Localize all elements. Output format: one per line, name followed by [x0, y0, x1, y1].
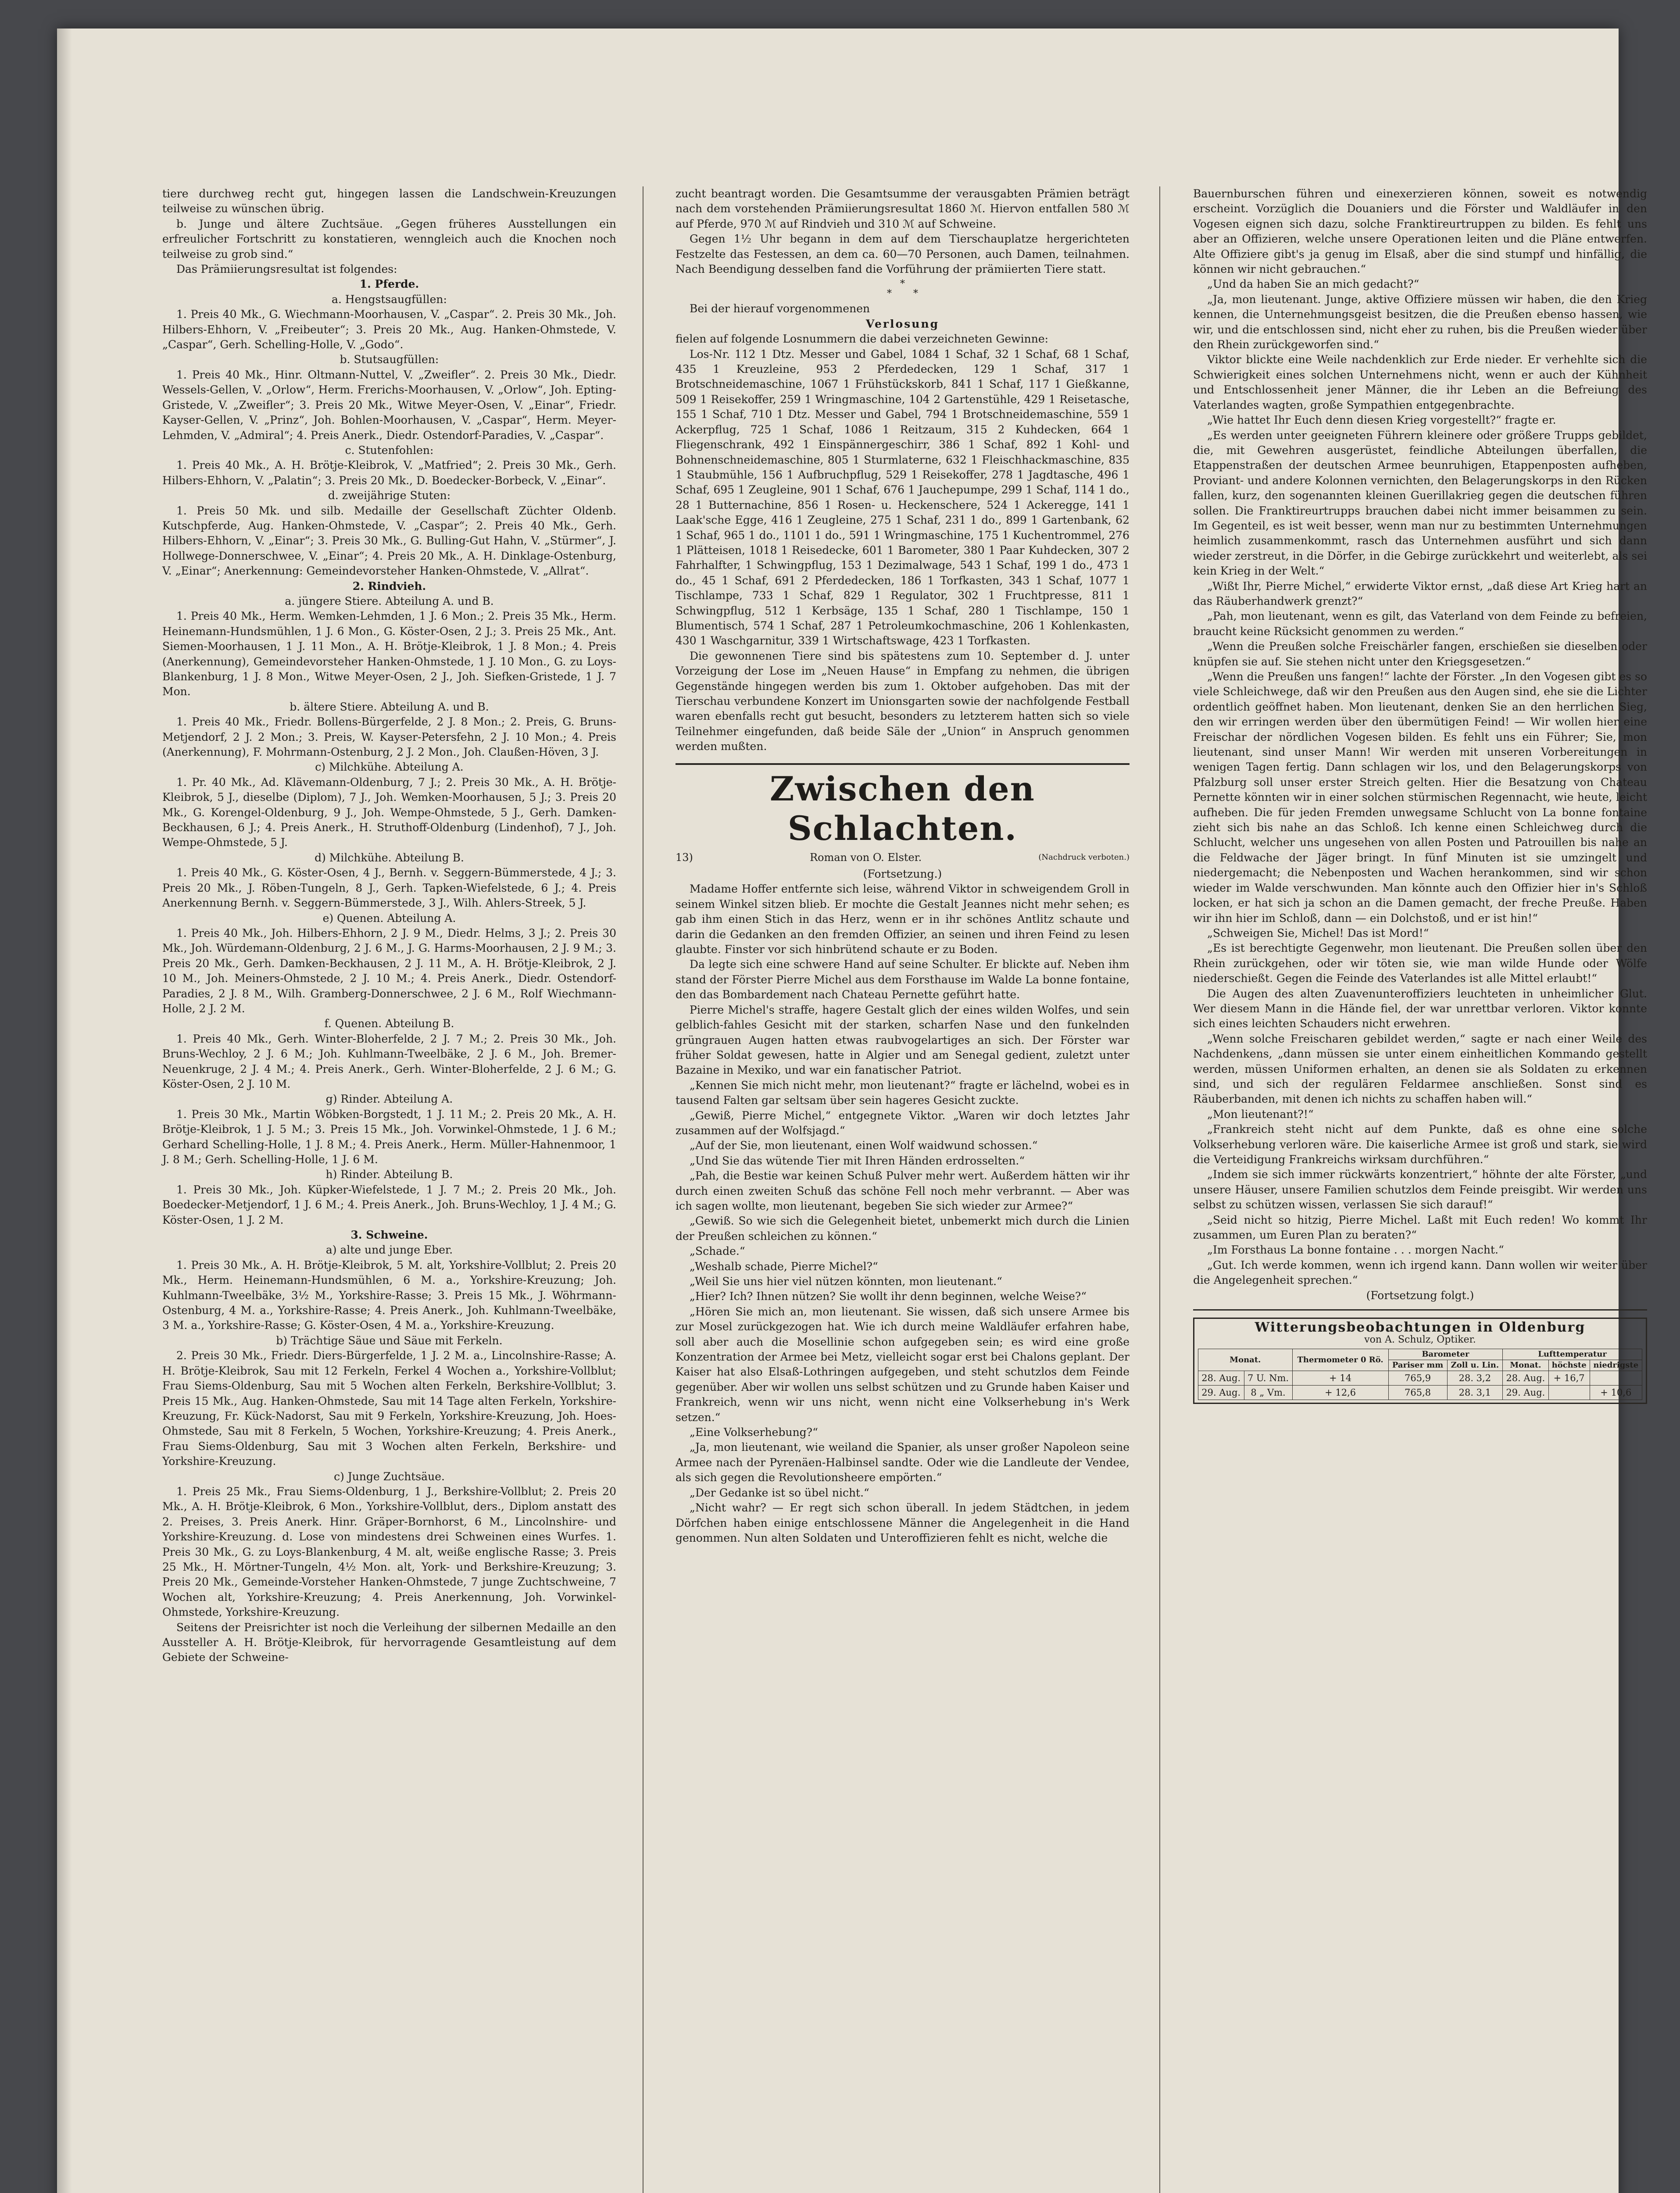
paragraph: „Gut. Ich werde kommen, wenn ich irgend kann. Dann wollen wir weiter über die Angelegenheit sprechen.“: [1193, 1258, 1647, 1287]
paragraph: „Der Gedanke ist so übel nicht.“: [690, 1486, 869, 1499]
header-monat: Monat.: [1198, 1349, 1293, 1371]
cell-zoll: 28. 3,2: [1447, 1371, 1503, 1386]
paragraph: „Wie hattet Ihr Euch denn diesen Krieg vorgestellt?“ fragte er.: [1207, 414, 1556, 427]
paragraph: 1. Preis 30 Mk., A. H. Brötje-Kleibrok, 5 M. alt, Yorkshire-Vollblut; 2. Preis 20 Mk., Herm. Heinemann-Hundsmühlen, 6 M. a., Yorkshire-Kreuzung; Joh. Kuhlmann-Tweelbäke, 3½ M., Yorkshire-Rasse; 3. Preis 15 Mk., J. Wöhrmann-Ostenburg, 4 M. a., Yorkshire-Rasse; 4. Preis Anerk., Joh. Kuhlmann-Tweelbäke, 3 M. a., Yorkshire-Rasse; G. Köster-Osen, 4 M. a., Yorkshire-Kreuzung.: [162, 1258, 616, 1332]
paragraph: „Kennen Sie mich nicht mehr, mon lieutenant?“ fragte er lächelnd, wobei es in tausend Falten gar seltsam über sein hageres Gesicht zuckte.: [676, 1079, 1130, 1107]
paragraph: zucht beantragt worden. Die Gesamtsumme der verausgabten Prämien beträgt nach dem vorstehenden Prämiierungsresultat 1860 ℳ. Hiervon entfallen 580 ℳ auf Pferde, 970 ℳ auf Rindvieh und 310 ℳ auf Schweine.: [676, 187, 1130, 230]
subheading: d) Milchkühe. Abteilung B.: [315, 851, 464, 864]
subheading: c) Junge Zuchtsäue.: [334, 1470, 445, 1483]
paragraph: 1. Preis 40 Mk., G. Köster-Osen, 4 J., Bernh. v. Seggern-Bümmerstede, 4 J.; 3. Preis 20 Mk., J. Röben-Tungeln, 8 J., Gerh. Tapken-Wiefelstede, 6 J.; 4. Preis Anerkennung Bernh. v. Seggern-Bümmerstede, 3 J., Wilh. Ahlers-Streek, 5 J.: [162, 866, 616, 910]
cell-thermo: + 14: [1292, 1371, 1388, 1386]
paragraph: „Auf der Sie, mon lieutenant, einen Wolf waidwund schossen.“: [690, 1139, 1038, 1152]
header-zoll: Zoll u. Lin.: [1447, 1360, 1503, 1371]
paragraph: 1. Preis 40 Mk., Joh. Hilbers-Ehhorn, 2 J. 9 M., Diedr. Helms, 3 J.; 2. Preis 30 Mk., Joh. Würdemann-Oldenburg, 2 J. 6 M., J. G. Harms-Moorhausen, 2 J. 9 M.; 3. Preis 20 Mk., Gerh. Damken-Beckhausen, 2 J. 11 M., A. H. Brötje-Kleibrok, 2 J. 10 M., Joh. Meiners-Ohmstede, 2 J. 10 M.; 4. Preis Anerk., Diedr. Ostendorf-Paradies, 2 J. 8 M., Wilh. Gramberg-Donnerschwee, 2 J. 6 M., Rolf Wiechmann-Holle, 2 J. 2 M.: [162, 926, 616, 1015]
paragraph: „Pah, die Bestie war keinen Schuß Pulver mehr wert. Außerdem hätten wir ihr durch einen zweiten Schuß das schöne Fell noch mehr verbrannt. — Aber was ich sagen wollte, mon lieutenant, begeben Sie sich wieder zur Armee?“: [676, 1169, 1130, 1212]
weather-table: [1198, 1349, 1642, 1400]
subheading: a. Hengstsaugfüllen:: [332, 293, 447, 306]
cell-date: 28. Aug.: [1198, 1371, 1244, 1386]
cell-date2: 29. Aug.: [1503, 1386, 1549, 1400]
paragraph: „Hören Sie mich an, mon lieutenant. Sie wissen, daß sich unsere Armee bis zur Mosel zurückgezogen hat. Wie ich durch meine Waldläufer erfahren habe, soll aber auch die Mosellinie schon aufgegeben sein; es wird eine große Konzentration der Armee bei Metz, vielleicht sogar erst bei Chalons geplant. Der Kaiser hat also Elsaß-Lothringen aufgegeben, und steht schutzlos dem Feinde gegenüber. Aber wir wollen uns selbst schützen und zu Grunde haben Kaiser und Frankreich, wenn wir uns nicht, wenn nicht eine Volkserhebung in's Werk setzen.“: [676, 1305, 1130, 1424]
paragraph: „Frankreich steht nicht auf dem Punkte, daß es ohne eine solche Volkserhebung verloren wäre. Die kaiserliche Armee ist groß und stark, sie wird die Verteidigung Frankreichs wirksam durchführen.“: [1193, 1123, 1647, 1166]
subheading: b. Stutsaugfüllen:: [340, 353, 439, 366]
paragraph: „Nicht wahr? — Er regt sich schon überall. In jedem Städtchen, in jedem Dörfchen haben einige entschlossene Männer die Angelegenheit in die Hand genommen. Nun alten Soldaten und Unteroffizieren fehlt es nicht, welche die: [676, 1501, 1130, 1544]
section-heading: 3. Schweine.: [350, 1229, 428, 1242]
column-3: [1193, 186, 1647, 2193]
cell-time: 8 „ Vm.: [1244, 1386, 1292, 1400]
header-mm: Pariser mm: [1388, 1360, 1447, 1371]
cell-mm: 765,8: [1388, 1386, 1447, 1400]
reprint-note: (Nachdruck verboten.): [1038, 852, 1130, 862]
header-hoechste: höchste: [1548, 1360, 1590, 1371]
table-row: [1198, 1386, 1642, 1400]
paragraph: 1. Pr. 40 Mk., Ad. Klävemann-Oldenburg, 7 J.; 2. Preis 30 Mk., A. H. Brötje-Kleibrok, 5 J., dieselbe (Diplom), 7 J., Joh. Wemken-Moorhausen, 5 J.; 3. Preis 20 Mk., G. Korengel-Oldenburg, 9 J., Joh. Wempe-Ohmstede, 5 J., Gerh. Damken-Beckhausen, 6 J.; 4. Preis Anerk., H. Struthoff-Oldenburg (Lindenhof), 7 J., Joh. Wempe-Ohmstede, 5 J.: [162, 775, 616, 849]
paragraph: „Schweigen Sie, Michel! Das ist Mord!“: [1207, 926, 1429, 939]
paragraph: b. Junge und ältere Zuchtsäue. „Gegen früheres Ausstellungen ein erfreulicher Fortschritt zu konstatieren, wenngleich auch die Knochen noch teilweise zu grob sind.“: [162, 217, 616, 261]
divider: [1193, 1309, 1647, 1311]
header-luft-monat: Monat.: [1503, 1360, 1549, 1371]
newspaper-page: [57, 29, 1647, 2193]
paragraph: „Mon lieutenant?!“: [1207, 1107, 1314, 1121]
cell-thermo: + 12,6: [1292, 1386, 1388, 1400]
paragraph: „Ja, mon lieutenant, wie weiland die Spanier, als unser großer Napoleon seine Armee nach der Pyrenäen-Halbinsel sandte. Oder wie die Landleute der Vendee, als sich gegen die Revolutionsheere empörten.“: [676, 1441, 1130, 1484]
cell-low: [1590, 1371, 1642, 1386]
cell-high: + 16,7: [1548, 1371, 1590, 1386]
paragraph: „Pah, mon lieutenant, wenn es gilt, das Vaterland von dem Feinde zu befreien, braucht keine Rücksicht genommen zu werden.“: [1193, 610, 1647, 638]
paragraph: „Seid nicht so hitzig, Pierre Michel. Laßt mit Euch reden! Wo kommt Ihr zusammen, um Euren Plan zu beraten?“: [1193, 1213, 1647, 1242]
paragraph: „Schade.“: [690, 1245, 745, 1258]
paragraph: „Gewiß. So wie sich die Gelegenheit bietet, unbemerkt mich durch die Linien der Preußen schleichen zu können.“: [676, 1214, 1130, 1243]
paragraph: 1. Preis 40 Mk., Hinr. Oltmann-Nuttel, V. „Zweifler“. 2. Preis 30 Mk., Diedr. Wessels-Gellen, V. „Orlow“, Herm. Frerichs-Moorhausen, V. „Orlow“, Joh. Epting-Gristede, V. „Zweifler“; 3. Preis 20 Mk., Witwe Meyer-Osen, V. „Einar“, Friedr. Kayser-Gellen, V. „Prinz“, Joh. Bohlen-Moorhausen, V. „Caspar“, Herm. Meyer-Lehmden, V. „Admiral“; 4. Preis Anerk., Diedr. Ostendorf-Paradies, V. „Caspar“.: [162, 368, 616, 442]
subheading: b) Trächtige Säue und Säue mit Ferkeln.: [276, 1334, 503, 1347]
paragraph: „Eine Volkserhebung?“: [690, 1426, 818, 1439]
section-heading: 2. Rindvieh.: [352, 579, 426, 593]
separator-stars: * * *: [887, 279, 918, 300]
weather-subtitle: von A. Schulz, Optiker.: [1364, 1334, 1476, 1346]
cell-date: 29. Aug.: [1198, 1386, 1244, 1400]
cell-zoll: 28. 3,1: [1447, 1386, 1503, 1400]
cell-time: 7 U. Nm.: [1244, 1371, 1292, 1386]
cell-mm: 765,9: [1388, 1371, 1447, 1386]
subheading: g) Rinder. Abteilung A.: [325, 1093, 453, 1106]
paragraph: „Und Sie das wütende Tier mit Ihren Händen erdrosselten.“: [690, 1154, 1025, 1167]
paragraph: „Und da haben Sie an mich gedacht?“: [1207, 278, 1419, 291]
paragraph: fielen auf folgende Losnummern die dabei verzeichneten Gewinne:: [676, 332, 1049, 346]
paragraph: Bei der hierauf vorgenommenen: [690, 302, 870, 315]
paragraph: Da legte sich eine schwere Hand auf seine Schulter. Er blickte auf. Neben ihm stand der Förster Pierre Michel aus dem Forsthause im Walde La bonne fontaine, den das Bombardement nach Chateau Pernette geführt hatte.: [676, 958, 1130, 1001]
subheading: c) Milchkühe. Abteilung A.: [315, 761, 464, 774]
continuation-note: (Fortsetzung.): [863, 868, 942, 881]
paragraph: „Weil Sie uns hier viel nützen könnten, mon lieutenant.“: [690, 1275, 1002, 1288]
subheading: c. Stutenfohlen:: [345, 443, 434, 457]
subheading: b. ältere Stiere. Abteilung A. und B.: [290, 700, 489, 713]
cell-low: + 10,6: [1590, 1386, 1642, 1400]
paragraph: 2. Preis 30 Mk., Friedr. Diers-Bürgerfelde, 1 J. 2 M. a., Lincolnshire-Rasse; A. H. Brötje-Kleibrok, Sau mit 12 Ferkeln, Ferkel 4 Wochen a., Yorkshire-Vollblut; Frau Siems-Oldenburg, Sau mit 5 Wochen alten Ferkeln, Berkshire-Vollblut; 3. Preis 15 Mk., Aug. Hanken-Ohmstede, Sau mit 14 Tage alten Ferkeln, Yorkshire-Kreuzung, Fr. Kück-Nadorst, Sau mit 9 Ferkeln, Yorkshire-Kreuzung, Joh. Hoes-Ohmstede, Sau mit 8 Ferkeln, 5 Wochen, Yorkshire-Kreuzung; 4. Preis Anerk., Frau Siems-Oldenburg, Sau mit 3 Wochen alten Ferkeln, Berkshire- und Yorkshire-Kreuzung.: [162, 1349, 616, 1468]
installment-number: 13): [676, 851, 693, 864]
paragraph: „Gewiß, Pierre Michel,“ entgegnete Viktor. „Waren wir doch letztes Jahr zusammen auf der Wolfsjagd.“: [676, 1109, 1130, 1137]
paragraph: Gegen 1½ Uhr begann in dem auf dem Tierschauplatze hergerichteten Festzelte das Festessen, an dem ca. 60—70 Personen, auch Damen, teilnahmen. Nach Beendigung desselben fand die Vorführung der prämiierten Tiere statt.: [676, 232, 1130, 276]
paragraph: „Hier? Ich? Ihnen nützen? Sie wollt ihr denn beginnen, welche Weise?“: [690, 1290, 1087, 1303]
header-barometer: Barometer: [1388, 1349, 1503, 1360]
paragraph: „Es ist berechtigte Gegenwehr, mon lieutenant. Die Preußen sollen über den Rhein zurückgehen, oder wir töten sie, wie man wilde Hunde oder Wölfe niederschießt. Gegen die Feinde des Vaterlandes ist alle Mittel erlaubt!“: [1193, 942, 1647, 985]
table-header-row: [1198, 1349, 1642, 1360]
column-rule: [1159, 186, 1160, 2193]
header-thermometer: Thermometer 0 Rö.: [1292, 1349, 1388, 1371]
cell-date2: 28. Aug.: [1503, 1371, 1549, 1386]
paragraph: „Es werden unter geeigneten Führern kleinere oder größere Trupps gebildet, die, mit Gewehren ausgerüstet, feindliche Abteilungen überfallen, die Etappenstraßen der deutschen Armee beunruhigen, Etappenposten aufheben, Proviant- und andere Kolonnen vernichten, den Belagerungskorps in den Rücken fallen, kurz, den sogenannten kleinen Guerillakrieg gegen die deutschen führen sollen. Die Franktireurtrupps brauchen dabei nicht immer beisammen zu sein. Im Gegenteil, es ist weit besser, wenn man nur zu bestimmten Unternehmungen heimlich zusammenkommt, rasch das Unternehmen ausführt und sich dann wieder zerstreut, in die Dörfer, in die Gebirge zurückkehrt und weiterlebt, als sei kein Krieg in der Welt.“: [1193, 429, 1647, 578]
paragraph: 1. Preis 40 Mk., Herm. Wemken-Lehmden, 1 J. 6 Mon.; 2. Preis 35 Mk., Herm. Heinemann-Hundsmühlen, 1 J. 6 Mon., G. Köster-Osen, 2 J.; 3. Preis 25 Mk., Ant. Siemen-Moorhausen, 1 J. 11 Mon., A. H. Brötje-Kleibrok, 1 J. 8 Mon.; 4. Preis (Anerkennung), Gemeindevorsteher Hanken-Ohmstede, 1 J. 10 Mon., G. zu Loys-Blankenburg, 1 J. 8 Mon., Witwe Meyer-Osen, 2 J., Joh. Siefken-Gristede, 1 J. 7 Mon.: [162, 610, 616, 698]
paragraph: Pierre Michel's straffe, hagere Gestalt glich der eines wilden Wolfes, und sein gelblich-fahles Gesicht mit der starken, scharfen Nase und den funkelnden grüngrauen Augen hatten etwas raubvogelartiges an sich. Der Förster war früher Soldat gewesen, hatte in Algier und am Senegal gedient, zuletzt unter Bazaine in Mexiko, und war ein fanatischer Patriot.: [676, 1003, 1130, 1077]
weather-title: Witterungsbeobachtungen in Oldenburg: [1255, 1320, 1586, 1336]
paragraph: 1. Preis 50 Mk. und silb. Medaille der Gesellschaft Züchter Oldenb. Kutschpferde, Aug. Hanken-Ohmstede, V. „Caspar“; 2. Preis 40 Mk., Gerh. Hilbers-Ehhorn, V. „Einar“; 3. Preis 30 Mk., G. Bulling-Gut Hahn, V. „Stürmer“, J. Hollwege-Donnerschwee, V. „Einar“; 4. Preis 20 Mk., A. H. Dinklage-Ostenburg, V. „Einar“; Anerkennung: Gemeindevorsteher Hanken-Ohmstede, V. „Allrat“.: [162, 504, 616, 578]
paragraph: Seitens der Preisrichter ist noch die Verleihung der silbernen Medaille an den Aussteller A. H. Brötje-Kleibrok, für hervorragende Gesamtleistung auf dem Gebiete der Schweine-: [162, 1621, 616, 1664]
column-1: [162, 186, 616, 2193]
subheading: f. Quenen. Abteilung B.: [324, 1017, 454, 1030]
paragraph: 1. Preis 30 Mk., Joh. Küpker-Wiefelstede, 1 J. 7 M.; 2. Preis 20 Mk., Joh. Boedecker-Metjendorf, 1 J. 6 M.; 4. Preis Anerk., Joh. Bruns-Wechloy, 1 J. 4 M.; G. Köster-Osen, 1 J. 2 M.: [162, 1183, 616, 1226]
header-niedrigste: niedrigste: [1590, 1360, 1642, 1371]
paragraph: „Weshalb schade, Pierre Michel?“: [690, 1260, 878, 1273]
subheading: a. jüngere Stiere. Abteilung A. und B.: [285, 594, 494, 607]
subheading: h) Rinder. Abteilung B.: [325, 1168, 453, 1181]
paragraph: 1. Preis 40 Mk., Gerh. Winter-Bloherfelde, 2 J. 7 M.; 2. Preis 30 Mk., Joh. Bruns-Wechloy, 2 J. 6 M.; Joh. Kuhlmann-Tweelbäke, 2 J. 6 M., Joh. Bremer-Neuenkruge, 2 J. 4 M.; 4. Preis Anerk., Gerh. Winter-Bloherfelde, 2 J. 6 M.; G. Köster-Osen, 2 J. 10 M.: [162, 1032, 616, 1090]
paragraph: Die gewonnenen Tiere sind bis spätestens zum 10. September d. J. unter Vorzeigung der Lose im „Neuen Hause“ in Empfang zu nehmen, die übrigen Gegenstände hingegen werden bis zum 1. Oktober aufgehoben. Das mit der Tierschau verbundene Konzert im Unionsgarten sowie der nachfolgende Festball waren ebenfalls recht gut besucht, besonders zu letzterem hatten sich so viele Teilnehmer eingefunden, daß beide Säle der „Union“ in Anspruch genommen werden mußten.: [676, 649, 1130, 753]
header-lufttemperatur: Lufttemperatur: [1503, 1349, 1642, 1360]
paragraph: Die Augen des alten Zuavenunteroffiziers leuchteten in unheimlicher Glut. Wer diesem Mann in die Hände fiel, der war unrettbar verloren. Viktor konnte sich eines leichten Schauders nicht erwehren.: [1193, 987, 1647, 1030]
novel-byline-row: [676, 850, 1130, 865]
paragraph: „Wißt Ihr, Pierre Michel,“ erwiderte Viktor ernst, „daß diese Art Krieg hart an das Räuberhandwerk grenzt?“: [1193, 579, 1647, 607]
paragraph: 1. Preis 40 Mk., G. Wiechmann-Moorhausen, V. „Caspar“. 2. Preis 30 Mk., Joh. Hilbers-Ehhorn, V. „Freibeuter“; 3. Preis 20 Mk., Aug. Hanken-Ohmstede, V. „Caspar“, Gerh. Schelling-Holle, V. „Godo“.: [162, 308, 616, 351]
paragraph: Los-Nr. 112 1 Dtz. Messer und Gabel, 1084 1 Schaf, 32 1 Schaf, 68 1 Schaf, 435 1 Kreuzleine, 953 2 Pferdedecken, 129 1 Schaf, 317 1 Brotschneidemaschine, 1067 1 Frühstückskorb, 841 1 Schaf, 117 1 Gießkanne, 509 1 Reisekoffer, 259 1 Wringmaschine, 104 2 Gartenstühle, 429 1 Reisetasche, 155 1 Schaf, 710 1 Dtz. Messer und Gabel, 794 1 Brotschneidemaschine, 559 1 Ackerpflug, 725 1 Schaf, 1086 1 Reitzaum, 315 2 Kuhdecken, 664 1 Fliegenschrank, 492 1 Einspännergeschirr, 386 1 Schaf, 892 1 Kohl- und Bohnenschneidemaschine, 805 1 Sturmlaterne, 632 1 Fleischhackmaschine, 835 1 Staubmühle, 156 1 Aufbruchpflug, 529 1 Reisekoffer, 278 1 Jagdtasche, 496 1 Schaf, 695 1 Zeugleine, 901 1 Schaf, 676 1 Jauchepumpe, 299 1 Schaf, 114 1 do., 28 1 Butternachine, 856 1 Rosen- u. Heckenschere, 524 1 Ackeregge, 141 1 Laak'sche Egge, 416 1 Zeugleine, 275 1 Schaf, 231 1 do., 899 1 Gartenbank, 62 1 Schaf, 965 1 do., 1101 1 do., 591 1 Wringmaschine, 175 1 Kuchentrommel, 276 1 Plätteisen, 1018 1 Reisedecke, 601 1 Barometer, 380 1 Paar Kuhdecken, 307 2 Fahrhalfter, 1 Schwingpflug, 153 1 Dezimalwage, 543 1 Schaf, 199 1 do., 473 1 do., 45 1 Schaf, 691 2 Pferdedecken, 186 1 Torfkasten, 343 1 Schaf, 1077 1 Tischlampe, 733 1 Schaf, 829 1 Regulator, 302 1 Fruchtpresse, 811 1 Schwingpflug, 512 1 Kerbsäge, 135 1 Schaf, 280 1 Tischlampe, 150 1 Blumentisch, 574 1 Schaf, 287 1 Petroleumkochmaschine, 206 1 Kohlenkasten, 430 1 Waschgarnitur, 339 1 Wirtschaftswage, 423 1 Torfkasten.: [676, 347, 1130, 647]
paragraph: „Wenn solche Freischaren gebildet werden,“ sagte er nach einer Weile des Nachdenkens, „dann müssen sie unter einem einheitlichen Kommando gestellt werden, müssen Uniformen erhalten, an denen sie als Soldaten zu erkennen sind, und sich der regulären Feldarmee anschließen. Sonst sind es Räuberbanden, mit denen ich nichts zu schaffen haben will.“: [1193, 1032, 1647, 1106]
page-spine-shadow: [57, 29, 72, 2193]
section-heading: 1. Pferde.: [359, 278, 419, 291]
paragraph: Das Prämiierungsresultat ist folgendes:: [176, 263, 397, 276]
paragraph: „Wenn die Preußen solche Freischärler fangen, erschießen sie dieselben oder knüpfen sie auf. Sie stehen nicht unter den Kriegsgesetzen.“: [1193, 640, 1647, 668]
subheading: a) alte und junge Eber.: [325, 1243, 453, 1257]
paragraph: „Im Forsthaus La bonne fontaine . . . morgen Nacht.“: [1207, 1243, 1504, 1257]
paragraph: 1. Preis 25 Mk., Frau Siems-Oldenburg, 1 J., Berkshire-Vollblut; 2. Preis 20 Mk., A. H. Brötje-Kleibrok, 6 Mon., Yorkshire-Vollblut, ders., Diplom anstatt des 2. Preises, 3. Preis Anerk. Hinr. Gräper-Bornhorst, 6 M., Lincolnshire- und Yorkshire-Kreuzung. d. Lose von mindestens drei Schweinen eines Wurfes. 1. Preis 30 Mk., G. zu Loys-Blankenburg, 4 M. alt, weiße englische Rasse; 3. Preis 25 Mk., H. Mörtner-Tungeln, 4½ Mon. alt, York- und Berkshire-Kreuzung; 3. Preis 20 Mk., Gemeinde-Vorsteher Hanken-Ohmstede, 7 junge Zuchtschweine, 7 Wochen alt, Yorkshire-Kreuzung; 4. Preis Anerkennung, Joh. Vorwinkel-Ohmstede, Yorkshire-Kreuzung.: [162, 1485, 616, 1619]
continuation-note: (Fortsetzung folgt.): [1366, 1289, 1474, 1302]
paragraph: 1. Preis 40 Mk., A. H. Brötje-Kleibrok, V. „Matfried“; 2. Preis 30 Mk., Gerh. Hilbers-Ehhorn, V. „Palatin“; 3. Preis 20 Mk., D. Boedecker-Borbeck, V. „Einar“.: [162, 459, 616, 487]
column-2: [676, 186, 1130, 2193]
paragraph: 1. Preis 40 Mk., Friedr. Bollens-Bürgerfelde, 2 J. 8 Mon.; 2. Preis, G. Bruns-Metjendorf, 2 J. 2 Mon.; 3. Preis, W. Kayser-Petersfehn, 2 J. 10 Mon.; 4. Preis (Anerkennung), F. Mohrmann-Ostenburg, 2 J. 2 Mon., Joh. Claußen-Höven, 3 J.: [162, 715, 616, 759]
novel-title: Zwischen den Schlachten.: [676, 763, 1130, 848]
novel-byline: Roman von O. Elster.: [810, 851, 922, 864]
weather-box: [1193, 1318, 1647, 1404]
paragraph: „Wenn die Preußen uns fangen!“ lachte der Förster. „In den Vogesen gibt es so viele Schleichwege, daß wir den Preußen aus den Augen sind, ehe sie die Lichter ordentlich geöffnet haben. Mon lieutenant, denken Sie an den herrlichen Sieg, den wir erringen werden über den übermütigen Feind! — Wir wollen hier eine Freischar der nördlichen Vogesen bilden. Es fehlt uns ein Führer; Sie, mon lieutenant, sind unser Mann! Wir werden mit unseren Vorbereitungen in wenigen Tagen fertig. Dann schlagen wir los, und den Belagerungskorps von Pfalzburg soll unser erster Streich gelten. Hier die Besatzung von Chateau Pernette könnten wir in einer solchen stürmischen Regennacht, wie heute, leicht aufheben. Die für jeden Fremden unwegsame Schlucht von La bonne fontaine zieht sich bis nahe an das Schloß. Ich kenne einen Schleichweg durch die Schlucht, welcher uns ungesehen von allen Posten und Patrouillen bis nahe an die Feldwache der Jäger bringt. In fünf Minuten ist sie umzingelt und niedergemacht; die Nebenposten und Wachen herankommen, sind wir schon wieder im Walde verschwunden. Man könnte auch den Offizier hier in's Schloß locken, er hat sich ja schon an die Damen gemacht, der freche Preuße. Haben wir ihn hier im Schloß, dann — ein Dolchstoß, und er ist hin!“: [1193, 670, 1647, 925]
cell-high: [1548, 1386, 1590, 1400]
paragraph: Viktor blickte eine Weile nachdenklich zur Erde nieder. Er verhehlte sich die Schwierigkeit eines solchen Unternehmens nicht, wenn er auch der Kühnheit und Entschlossenheit jener Männer, die ihr Leben an die Befreiung des Vaterlandes wagten, große Sympathien entgegenbrachte.: [1193, 353, 1647, 411]
section-heading: Verlosung: [865, 317, 940, 330]
paragraph: „Ja, mon lieutenant. Junge, aktive Offiziere müssen wir haben, die den Krieg kennen, die Unternehmungsgeist besitzen, die die Preußen ebenso hassen, wie wir, und die entschlossen sind, nicht eher zu ruhen, bis die Preußen wieder über den Rhein zurückgeworfen sind.“: [1193, 293, 1647, 351]
paragraph: „Indem sie sich immer rückwärts konzentriert,“ höhnte der alte Förster, „und unsere Häuser, unsere Familien schutzlos dem Feinde preisgibt. Wir werden uns selbst zu schützen wissen, verlassen Sie sich darauf!“: [1193, 1168, 1647, 1211]
subheading: e) Quenen. Abteilung A.: [322, 911, 456, 925]
paragraph: 1. Preis 30 Mk., Martin Wöbken-Borgstedt, 1 J. 11 M.; 2. Preis 20 Mk., A. H. Brötje-Kleibrok, 1 J. 5 M.; 3. Preis 15 Mk., Joh. Vorwinkel-Ohmstede, 1 J. 6 M.; Gerhard Schelling-Holle, 1 J. 8 M.; 4. Preis Anerk., Herm. Müller-Hahnenmoor, 1 J. 8 M.; Gerh. Schelling-Holle, 1 J. 6 M.: [162, 1107, 616, 1166]
table-row: [1198, 1371, 1642, 1386]
subheading: d. zweijährige Stuten:: [328, 489, 451, 502]
paragraph: Madame Hoffer entfernte sich leise, während Viktor in schweigendem Groll in seinem Winkel sitzen blieb. Er mochte die Gestalt Jeannes nicht mehr sehen; es gab ihm einen Stich in das Herz, wenn er in ihr schönes Antlitz schaute und darin die Gedanken an den fremden Offizier, an seinen und ihren Feind zu lesen glaubte. Finster vor sich hinbrütend schaute er zu Boden.: [676, 882, 1130, 956]
paragraph: tiere durchweg recht gut, hingegen lassen die Landschwein-Kreuzungen teilweise zu wünschen übrig.: [162, 187, 616, 215]
paragraph: Bauernburschen führen und einexerzieren können, soweit es notwendig erscheint. Vorzüglich die Douaniers und die Förster und Waldläufer in den Vogesen eignen sich dazu, solche Franktireurtruppen zu bilden. Es fehlt uns aber an Offizieren, welche unsere Operationen leiten und die Pläne entwerfen. Alte Offiziere gibt's ja genug im Elsaß, aber die sind stumpf und hinfällig, die können wir nicht gebrauchen.“: [1193, 187, 1647, 276]
